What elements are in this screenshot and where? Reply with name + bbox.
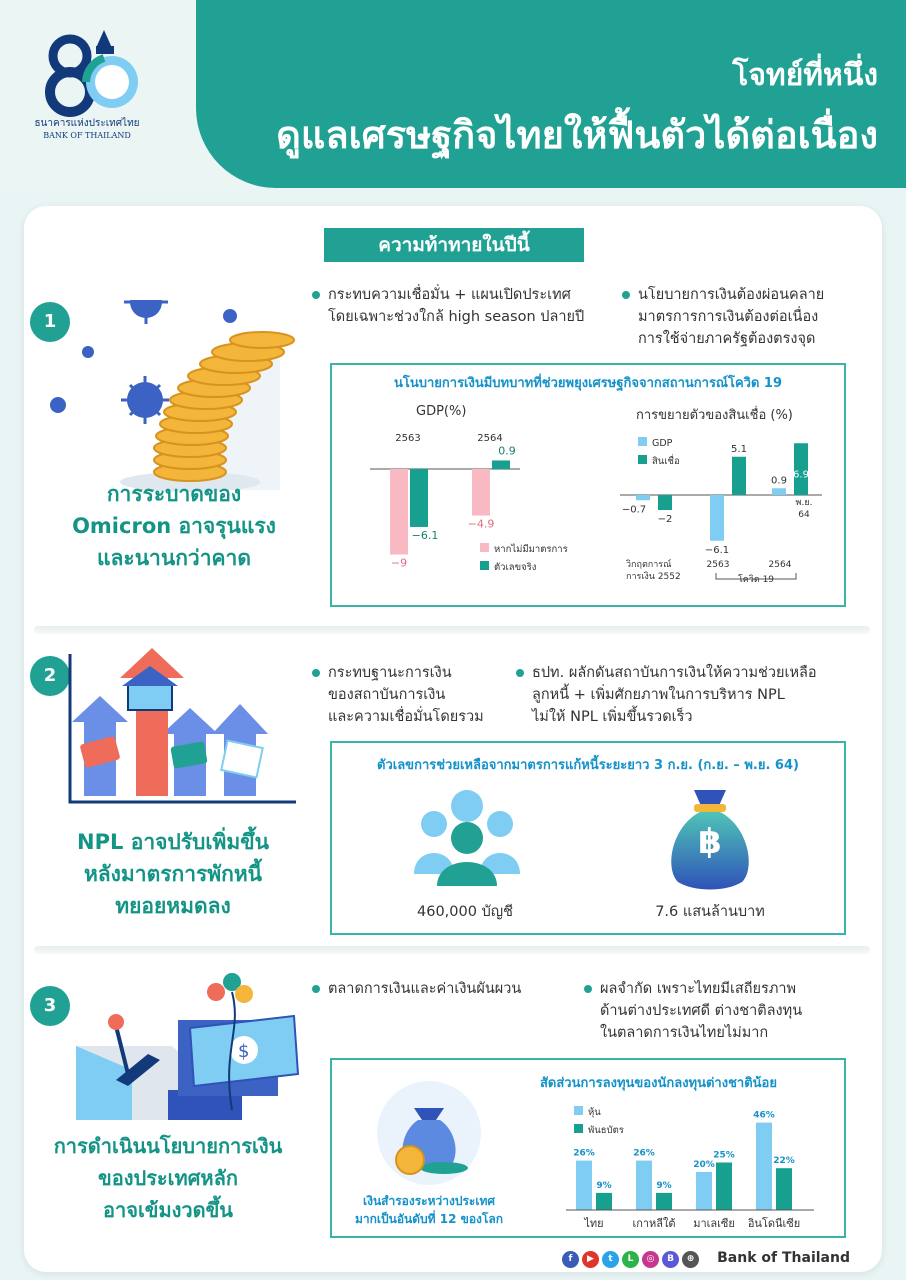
header-subtitle: โจทย์ที่หนึ่ง: [732, 58, 878, 93]
investor-chart: [560, 1096, 844, 1238]
section3-title-line1: การดำเนินนโยบายการเงิน: [53, 1134, 283, 1158]
legend-label: หากไม่มีมาตรการ: [494, 544, 568, 555]
section2-number: 2: [30, 656, 70, 696]
data-label: 26%: [573, 1148, 595, 1159]
bar: [492, 460, 510, 469]
npl-arrows-illustration: [64, 644, 300, 806]
section2-bullet-1: กระทบฐานะการเงิน ของสถาบันการเงิน และความเชื่อมั่นโดยรวม: [312, 662, 512, 728]
data-label: 46%: [753, 1110, 775, 1121]
section3-title-line2: ของประเทศหลัก: [98, 1166, 238, 1190]
legend-swatch: [574, 1106, 583, 1115]
facebook-icon[interactable]: f: [562, 1251, 579, 1268]
data-label: 6.9: [793, 469, 809, 481]
twitter-icon[interactable]: t: [602, 1251, 619, 1268]
bar: [656, 1193, 672, 1210]
bar: [696, 1172, 712, 1210]
bar: [390, 469, 408, 555]
bar: [776, 1168, 792, 1210]
instagram-icon[interactable]: ◎: [642, 1251, 659, 1268]
tick-label: 2563: [706, 560, 730, 570]
bar: [472, 469, 490, 516]
section3-title-line3: อาจเข้มงวดขึ้น: [103, 1198, 233, 1222]
data-label: −6.1: [704, 544, 730, 556]
header-title: ดูแลเศรษฐกิจไทยให้ฟื้นตัวได้ต่อเนื่อง: [276, 113, 878, 157]
data-label: 22%: [773, 1156, 795, 1167]
data-label: 20%: [693, 1160, 715, 1170]
social-icons: [562, 1251, 699, 1268]
section2-panel-title: ตัวเลขการช่วยเหลือจากมาตรการแก้หนี้ระยะยาว 3 ก.ย. (ก.ย. – พ.ย. 64): [377, 758, 799, 773]
data-label: 0.9: [498, 444, 516, 458]
legend-swatch: [480, 543, 489, 552]
stat-accounts: 460,000 บัญชี: [417, 904, 513, 920]
bar: [772, 488, 786, 495]
tick-label: 2564: [477, 433, 503, 444]
data-label: −0.7: [621, 504, 647, 516]
youtube-icon[interactable]: ▶: [582, 1251, 599, 1268]
web-icon[interactable]: ⊕: [682, 1251, 699, 1268]
investor-chart-title: สัดส่วนการลงทุนของนักลงทุนต่างชาติน้อย: [540, 1076, 777, 1091]
bar: [716, 1163, 732, 1211]
bar: [658, 495, 672, 510]
legend-label: พันธบัตร: [588, 1125, 624, 1136]
data-label: 5.1: [731, 443, 747, 455]
section-divider: [34, 626, 870, 634]
annotation-label: 64: [798, 510, 810, 520]
gdp-chart-title: GDP(%): [416, 404, 467, 419]
bar: [576, 1161, 592, 1210]
footer-brand: Bank of Thailand: [717, 1250, 850, 1266]
data-label: 26%: [633, 1148, 655, 1159]
section3-number: 3: [30, 986, 70, 1026]
section-divider: [34, 946, 870, 954]
logo-text-en: BANK OF THAILAND: [43, 131, 131, 140]
coins-virus-illustration: [40, 300, 304, 500]
credit-chart-title: การขยายตัวของสินเชื่อ (%): [636, 408, 793, 423]
reserve-caption: เงินสำรองระหว่างประเทศ มากเป็นอันดับที่ 12 ของโลก: [355, 1194, 503, 1226]
bar: [732, 457, 746, 495]
legend-label: GDP: [652, 438, 673, 449]
legend-label: ตัวเลขจริง: [494, 562, 537, 573]
section2-title-line2: หลังมาตรการพักหนี้: [83, 862, 263, 886]
logo-text-th: ธนาคารแห่งประเทศไทย: [34, 118, 140, 129]
group-label: โควิด 19: [737, 575, 775, 585]
tick-label: มาเลเซีย: [693, 1217, 735, 1230]
challenges-title: ความท้าทายในปีนี้: [324, 228, 584, 262]
bar: [596, 1193, 612, 1210]
section1-title-line2: Omicron อาจรุนแรง: [72, 514, 276, 538]
section1-number: 1: [30, 302, 70, 342]
people-icon: [412, 786, 522, 886]
stat-amount: 7.6 แสนล้านบาท: [655, 904, 765, 920]
tick-label: 2563: [395, 433, 421, 444]
tick-label: เกาหลีใต้: [632, 1217, 676, 1230]
bullet-dot: [312, 669, 320, 677]
annotation-label: พ.ย.: [795, 498, 813, 508]
section2-title-line3: ทยอยหมดลง: [115, 894, 231, 918]
data-label: 0.9: [771, 475, 787, 487]
bullet-dot: [312, 291, 320, 299]
section1-bullet-2: นโยบายการเงินต้องผ่อนคลาย มาตรการการเงินต้องต่อเนื่อง การใช้จ่ายภาครัฐต้องตรงจุด: [622, 284, 872, 350]
bar: [410, 469, 428, 527]
credit-chart: [612, 425, 842, 595]
gdp-chart: [340, 425, 580, 595]
section2-title-line1: NPL อาจปรับเพิ่มขึ้น: [77, 830, 269, 854]
bar: [636, 1161, 652, 1210]
tick-label: การเงิน 2552: [626, 572, 681, 582]
legend-label: หุ้น: [588, 1107, 601, 1118]
legend-swatch: [480, 561, 489, 570]
section1-title-line3: และนานกว่าคาด: [97, 546, 251, 570]
data-label: −2: [657, 514, 673, 525]
policy-lever-illustration: [72, 970, 308, 1126]
data-label: −4.9: [467, 517, 495, 531]
bar: [636, 495, 650, 500]
tick-label: ไทย: [584, 1217, 604, 1230]
legend-swatch: [638, 455, 647, 464]
data-label: 9%: [656, 1180, 672, 1191]
bot-80-logo: [36, 22, 140, 118]
bullet-dot: [312, 985, 320, 993]
data-label: 9%: [596, 1180, 612, 1191]
section1-bullet-1: กระทบความเชื่อมั่น + แผนเปิดประเทศ โดยเฉพาะช่วงใกล้ high season ปลายปี: [312, 284, 612, 328]
data-label: −6.1: [411, 528, 439, 542]
section1-panel-title: นโนบายการเงินมีบทบาทที่ช่วยพยุงเศรษฐกิจจากสถานการณ์โควิด 19: [393, 376, 783, 391]
bullet-dot: [622, 291, 630, 299]
bullet-dot: [516, 669, 524, 677]
reserve-money-icon: [374, 1078, 484, 1188]
legend-swatch: [574, 1124, 583, 1133]
section3-bullet-2: ผลจำกัด เพราะไทยมีเสถียรภาพ ด้านต่างประเทศดี ต่างชาติลงทุน ในตลาดการเงินไทยไม่มาก: [584, 978, 864, 1044]
svg-text:$: $: [238, 1041, 250, 1062]
tick-label: 2564: [768, 560, 792, 570]
data-label: 25%: [713, 1150, 735, 1161]
section1-title-line1: การระบาดของ: [106, 482, 242, 506]
legend-swatch: [638, 437, 647, 446]
tick-label: อินโดนีเซีย: [747, 1217, 801, 1230]
tick-label: วิกฤตการณ์: [626, 560, 672, 570]
legend-label: สินเชื่อ: [652, 456, 680, 467]
bullet-dot: [584, 985, 592, 993]
baht-symbol: ฿: [698, 822, 722, 862]
blockdit-icon[interactable]: B: [662, 1251, 679, 1268]
bar: [756, 1123, 772, 1210]
bar: [710, 495, 724, 541]
section3-bullet-1: ตลาดการเงินและค่าเงินผันผวน: [312, 978, 572, 1000]
section2-bullet-2: ธปท. ผลักดันสถาบันการเงินให้ความช่วยเหลือ ลูกหนี้ + เพิ่มศักยภาพในการบริหาร NPL ไม่ให้ NPL เพิ่มขึ้นรวดเร็ว: [516, 662, 876, 728]
data-label: −9: [390, 556, 408, 570]
line-icon[interactable]: L: [622, 1251, 639, 1268]
